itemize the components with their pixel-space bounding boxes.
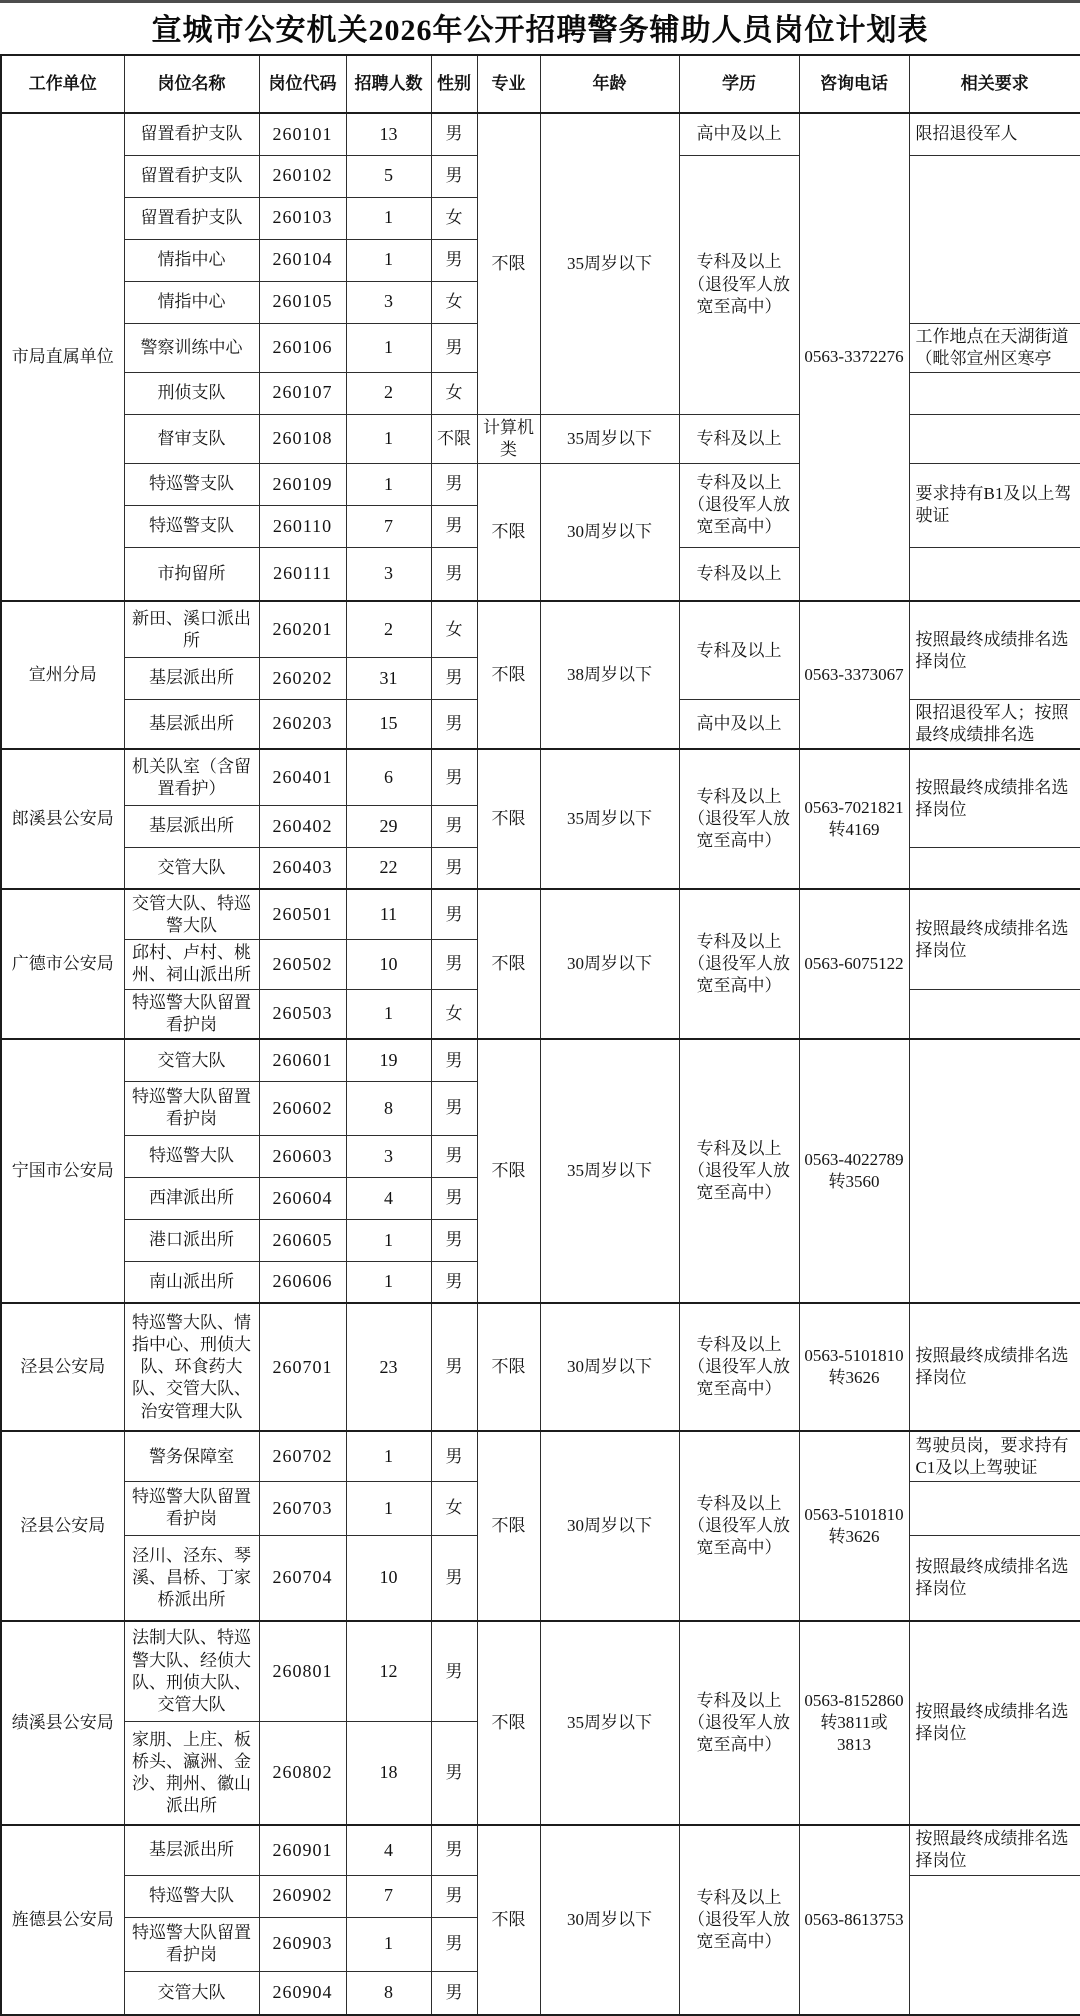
cell-position: 情指中心 bbox=[124, 239, 259, 281]
cell-gender: 女 bbox=[431, 989, 477, 1039]
cell-count: 15 bbox=[346, 699, 431, 749]
cell-code: 260108 bbox=[259, 414, 346, 463]
cell-gender: 男 bbox=[431, 847, 477, 889]
cell-count: 7 bbox=[346, 1875, 431, 1917]
cell-count: 23 bbox=[346, 1303, 431, 1431]
cell-position: 西津派出所 bbox=[124, 1177, 259, 1219]
cell-position: 南山派出所 bbox=[124, 1261, 259, 1303]
col-header-education: 学历 bbox=[679, 55, 799, 113]
cell-gender: 男 bbox=[431, 1875, 477, 1917]
cell-position: 基层派出所 bbox=[124, 1825, 259, 1875]
cell-position: 情指中心 bbox=[124, 281, 259, 323]
cell-gender: 男 bbox=[431, 749, 477, 805]
cell-education: 专科及以上 bbox=[679, 547, 799, 601]
cell-count: 1 bbox=[346, 197, 431, 239]
cell-position: 基层派出所 bbox=[124, 699, 259, 749]
cell-education: 专科及以上 bbox=[679, 601, 799, 699]
cell-requirement: 按照最终成绩排名选择岗位 bbox=[909, 749, 1080, 847]
cell-major: 不限 bbox=[477, 463, 540, 601]
cell-code: 260701 bbox=[259, 1303, 346, 1431]
cell-position: 新田、溪口派出所 bbox=[124, 601, 259, 657]
page-title: 宣城市公安机关2026年公开招聘警务辅助人员岗位计划表 bbox=[151, 14, 929, 47]
cell-count: 29 bbox=[346, 805, 431, 847]
cell-gender: 男 bbox=[431, 239, 477, 281]
cell-count: 1 bbox=[346, 414, 431, 463]
cell-gender: 男 bbox=[431, 1917, 477, 1971]
cell-position: 刑侦支队 bbox=[124, 372, 259, 414]
recruitment-table bbox=[0, 54, 1080, 2016]
cell-gender: 男 bbox=[431, 1039, 477, 1081]
cell-count: 12 bbox=[346, 1621, 431, 1721]
cell-phone: 0563-5101810转3626 bbox=[799, 1303, 909, 1431]
cell-code: 260606 bbox=[259, 1261, 346, 1303]
cell-gender: 男 bbox=[431, 1177, 477, 1219]
cell-position: 港口派出所 bbox=[124, 1219, 259, 1261]
cell-gender: 女 bbox=[431, 601, 477, 657]
cell-position: 交管大队 bbox=[124, 1971, 259, 2015]
cell-age: 35周岁以下 bbox=[540, 1621, 679, 1825]
cell-count: 6 bbox=[346, 749, 431, 805]
cell-age: 35周岁以下 bbox=[540, 113, 679, 414]
cell-position: 特巡警大队 bbox=[124, 1875, 259, 1917]
cell-position: 特巡警大队留置看护岗 bbox=[124, 1481, 259, 1535]
cell-phone: 0563-3372276 bbox=[799, 113, 909, 601]
cell-requirement bbox=[909, 155, 1080, 323]
cell-education: 专科及以上（退役军人放宽至高中） bbox=[679, 1039, 799, 1303]
cell-count: 10 bbox=[346, 939, 431, 989]
cell-age: 38周岁以下 bbox=[540, 601, 679, 749]
cell-phone: 0563-4022789转3560 bbox=[799, 1039, 909, 1303]
cell-requirement: 按照最终成绩排名选择岗位 bbox=[909, 1825, 1080, 1875]
cell-gender: 男 bbox=[431, 1721, 477, 1825]
cell-requirement: 按照最终成绩排名选择岗位 bbox=[909, 889, 1080, 989]
cell-count: 1 bbox=[346, 1261, 431, 1303]
cell-position: 邱村、卢村、桃州、祠山派出所 bbox=[124, 939, 259, 989]
cell-phone: 0563-5101810转3626 bbox=[799, 1431, 909, 1621]
cell-position: 特巡警大队、情指中心、刑侦大队、环食药大队、交管大队、治安管理大队 bbox=[124, 1303, 259, 1431]
col-header-age: 年龄 bbox=[540, 55, 679, 113]
cell-gender: 男 bbox=[431, 1621, 477, 1721]
cell-code: 260106 bbox=[259, 323, 346, 372]
cell-position: 特巡警大队留置看护岗 bbox=[124, 1917, 259, 1971]
cell-gender: 男 bbox=[431, 657, 477, 699]
cell-count: 3 bbox=[346, 547, 431, 601]
cell-education: 高中及以上 bbox=[679, 699, 799, 749]
cell-gender: 男 bbox=[431, 155, 477, 197]
col-header-requirement: 相关要求 bbox=[909, 55, 1080, 113]
cell-code: 260202 bbox=[259, 657, 346, 699]
cell-age: 35周岁以下 bbox=[540, 1039, 679, 1303]
cell-requirement: 工作地点在天湖街道（毗邻宣州区寒亭 bbox=[909, 323, 1080, 372]
cell-major: 不限 bbox=[477, 601, 540, 749]
cell-position: 市拘留所 bbox=[124, 547, 259, 601]
cell-age: 30周岁以下 bbox=[540, 463, 679, 601]
table-row bbox=[1, 1431, 1080, 1481]
cell-count: 1 bbox=[346, 1431, 431, 1481]
cell-code: 260901 bbox=[259, 1825, 346, 1875]
cell-age: 30周岁以下 bbox=[540, 1431, 679, 1621]
cell-unit: 广德市公安局 bbox=[1, 889, 124, 1039]
cell-code: 260605 bbox=[259, 1219, 346, 1261]
cell-gender: 男 bbox=[431, 1261, 477, 1303]
cell-requirement: 按照最终成绩排名选择岗位 bbox=[909, 601, 1080, 699]
cell-position: 特巡警大队留置看护岗 bbox=[124, 989, 259, 1039]
cell-gender: 男 bbox=[431, 505, 477, 547]
cell-code: 260903 bbox=[259, 1917, 346, 1971]
cell-requirement: 按照最终成绩排名选择岗位 bbox=[909, 1303, 1080, 1431]
cell-code: 260201 bbox=[259, 601, 346, 657]
cell-position: 基层派出所 bbox=[124, 805, 259, 847]
cell-code: 260702 bbox=[259, 1431, 346, 1481]
cell-requirement bbox=[909, 989, 1080, 1039]
cell-count: 31 bbox=[346, 657, 431, 699]
cell-requirement: 限招退役军人 bbox=[909, 113, 1080, 155]
cell-gender: 男 bbox=[431, 463, 477, 505]
cell-phone: 0563-6075122 bbox=[799, 889, 909, 1039]
cell-major: 计算机类 bbox=[477, 414, 540, 463]
cell-code: 260101 bbox=[259, 113, 346, 155]
cell-position: 特巡警大队留置看护岗 bbox=[124, 1081, 259, 1135]
cell-unit: 泾县公安局 bbox=[1, 1431, 124, 1621]
cell-count: 10 bbox=[346, 1535, 431, 1621]
cell-count: 1 bbox=[346, 1481, 431, 1535]
table-row bbox=[1, 1303, 1080, 1431]
cell-count: 13 bbox=[346, 113, 431, 155]
cell-code: 260103 bbox=[259, 197, 346, 239]
cell-unit: 市局直属单位 bbox=[1, 113, 124, 601]
cell-code: 260111 bbox=[259, 547, 346, 601]
cell-position: 督审支队 bbox=[124, 414, 259, 463]
cell-position: 交管大队 bbox=[124, 847, 259, 889]
cell-code: 260904 bbox=[259, 1971, 346, 2015]
col-header-major: 专业 bbox=[477, 55, 540, 113]
cell-code: 260105 bbox=[259, 281, 346, 323]
cell-gender: 男 bbox=[431, 1971, 477, 2015]
cell-gender: 男 bbox=[431, 1431, 477, 1481]
cell-requirement: 按照最终成绩排名选择岗位 bbox=[909, 1621, 1080, 1825]
cell-count: 1 bbox=[346, 989, 431, 1039]
cell-position: 法制大队、特巡警大队、经侦大队、刑侦大队、交管大队 bbox=[124, 1621, 259, 1721]
cell-gender: 男 bbox=[431, 699, 477, 749]
cell-count: 1 bbox=[346, 1219, 431, 1261]
cell-major: 不限 bbox=[477, 1621, 540, 1825]
col-header-phone: 咨询电话 bbox=[799, 55, 909, 113]
cell-requirement: 按照最终成绩排名选择岗位 bbox=[909, 1535, 1080, 1621]
cell-count: 22 bbox=[346, 847, 431, 889]
cell-count: 11 bbox=[346, 889, 431, 939]
cell-count: 3 bbox=[346, 1135, 431, 1177]
cell-count: 4 bbox=[346, 1177, 431, 1219]
cell-code: 260604 bbox=[259, 1177, 346, 1219]
cell-education: 专科及以上（退役军人放宽至高中） bbox=[679, 749, 799, 889]
cell-code: 260503 bbox=[259, 989, 346, 1039]
cell-count: 18 bbox=[346, 1721, 431, 1825]
cell-count: 1 bbox=[346, 239, 431, 281]
cell-gender: 男 bbox=[431, 1535, 477, 1621]
cell-requirement: 要求持有B1及以上驾驶证 bbox=[909, 463, 1080, 547]
cell-requirement bbox=[909, 1875, 1080, 2015]
cell-count: 8 bbox=[346, 1971, 431, 2015]
cell-position: 基层派出所 bbox=[124, 657, 259, 699]
cell-phone: 0563-8613753 bbox=[799, 1825, 909, 2015]
cell-position: 家朋、上庄、板桥头、瀛洲、金沙、荆州、徽山派出所 bbox=[124, 1721, 259, 1825]
cell-gender: 男 bbox=[431, 1081, 477, 1135]
cell-education: 专科及以上（退役军人放宽至高中） bbox=[679, 1825, 799, 2015]
cell-count: 1 bbox=[346, 1917, 431, 1971]
cell-position: 泾川、泾东、琴溪、昌桥、丁家桥派出所 bbox=[124, 1535, 259, 1621]
cell-code: 260107 bbox=[259, 372, 346, 414]
cell-code: 260802 bbox=[259, 1721, 346, 1825]
cell-position: 留置看护支队 bbox=[124, 113, 259, 155]
cell-count: 8 bbox=[346, 1081, 431, 1135]
cell-position: 特巡警支队 bbox=[124, 505, 259, 547]
cell-position: 警务保障室 bbox=[124, 1431, 259, 1481]
cell-code: 260403 bbox=[259, 847, 346, 889]
table-row bbox=[1, 1039, 1080, 1081]
cell-education: 专科及以上（退役军人放宽至高中） bbox=[679, 1303, 799, 1431]
cell-count: 1 bbox=[346, 463, 431, 505]
table-row bbox=[1, 601, 1080, 657]
cell-gender: 女 bbox=[431, 372, 477, 414]
cell-code: 260601 bbox=[259, 1039, 346, 1081]
cell-gender: 男 bbox=[431, 113, 477, 155]
cell-position: 留置看护支队 bbox=[124, 197, 259, 239]
cell-gender: 男 bbox=[431, 939, 477, 989]
table-row bbox=[1, 1621, 1080, 1721]
cell-education: 专科及以上（退役军人放宽至高中） bbox=[679, 155, 799, 414]
cell-gender: 男 bbox=[431, 323, 477, 372]
table-row bbox=[1, 414, 1080, 463]
table-row bbox=[1, 113, 1080, 155]
cell-gender: 女 bbox=[431, 281, 477, 323]
col-header-code: 岗位代码 bbox=[259, 55, 346, 113]
cell-gender: 不限 bbox=[431, 414, 477, 463]
cell-major: 不限 bbox=[477, 1303, 540, 1431]
cell-code: 260109 bbox=[259, 463, 346, 505]
cell-education: 专科及以上（退役军人放宽至高中） bbox=[679, 463, 799, 547]
cell-requirement bbox=[909, 1039, 1080, 1303]
cell-count: 1 bbox=[346, 323, 431, 372]
cell-requirement bbox=[909, 1481, 1080, 1535]
cell-code: 260501 bbox=[259, 889, 346, 939]
cell-major: 不限 bbox=[477, 1039, 540, 1303]
cell-requirement bbox=[909, 847, 1080, 889]
col-header-position: 岗位名称 bbox=[124, 55, 259, 113]
cell-code: 260703 bbox=[259, 1481, 346, 1535]
cell-count: 3 bbox=[346, 281, 431, 323]
cell-phone: 0563-8152860转3811或3813 bbox=[799, 1621, 909, 1825]
cell-position: 特巡警支队 bbox=[124, 463, 259, 505]
cell-gender: 女 bbox=[431, 1481, 477, 1535]
cell-gender: 男 bbox=[431, 889, 477, 939]
cell-code: 260203 bbox=[259, 699, 346, 749]
cell-education: 专科及以上 bbox=[679, 414, 799, 463]
cell-gender: 男 bbox=[431, 1825, 477, 1875]
cell-code: 260502 bbox=[259, 939, 346, 989]
cell-gender: 男 bbox=[431, 1303, 477, 1431]
cell-code: 260902 bbox=[259, 1875, 346, 1917]
cell-major: 不限 bbox=[477, 113, 540, 414]
cell-count: 5 bbox=[346, 155, 431, 197]
table-row bbox=[1, 463, 1080, 505]
cell-requirement bbox=[909, 414, 1080, 463]
cell-code: 260110 bbox=[259, 505, 346, 547]
cell-major: 不限 bbox=[477, 749, 540, 889]
cell-code: 260402 bbox=[259, 805, 346, 847]
cell-position: 交管大队 bbox=[124, 1039, 259, 1081]
cell-phone: 0563-7021821转4169 bbox=[799, 749, 909, 889]
cell-unit: 泾县公安局 bbox=[1, 1303, 124, 1431]
cell-phone: 0563-3373067 bbox=[799, 601, 909, 749]
cell-position: 交管大队、特巡警大队 bbox=[124, 889, 259, 939]
cell-gender: 男 bbox=[431, 805, 477, 847]
cell-requirement bbox=[909, 372, 1080, 414]
cell-age: 30周岁以下 bbox=[540, 889, 679, 1039]
cell-age: 30周岁以下 bbox=[540, 1825, 679, 2015]
cell-position: 警察训练中心 bbox=[124, 323, 259, 372]
cell-count: 4 bbox=[346, 1825, 431, 1875]
cell-unit: 旌德县公安局 bbox=[1, 1825, 124, 2015]
cell-unit: 郎溪县公安局 bbox=[1, 749, 124, 889]
cell-count: 2 bbox=[346, 601, 431, 657]
table-row bbox=[1, 749, 1080, 805]
cell-count: 19 bbox=[346, 1039, 431, 1081]
table-row bbox=[1, 889, 1080, 939]
cell-major: 不限 bbox=[477, 889, 540, 1039]
cell-code: 260603 bbox=[259, 1135, 346, 1177]
cell-gender: 男 bbox=[431, 547, 477, 601]
cell-unit: 宣州分局 bbox=[1, 601, 124, 749]
cell-education: 高中及以上 bbox=[679, 113, 799, 155]
cell-code: 260104 bbox=[259, 239, 346, 281]
cell-code: 260801 bbox=[259, 1621, 346, 1721]
cell-code: 260602 bbox=[259, 1081, 346, 1135]
cell-position: 机关队室（含留置看护） bbox=[124, 749, 259, 805]
cell-gender: 男 bbox=[431, 1135, 477, 1177]
cell-position: 特巡警大队 bbox=[124, 1135, 259, 1177]
cell-education: 专科及以上（退役军人放宽至高中） bbox=[679, 889, 799, 1039]
cell-education: 专科及以上（退役军人放宽至高中） bbox=[679, 1621, 799, 1825]
cell-requirement: 限招退役军人；按照最终成绩排名选 bbox=[909, 699, 1080, 749]
cell-count: 2 bbox=[346, 372, 431, 414]
cell-code: 260704 bbox=[259, 1535, 346, 1621]
header-row bbox=[1, 55, 1080, 113]
cell-count: 7 bbox=[346, 505, 431, 547]
cell-major: 不限 bbox=[477, 1825, 540, 2015]
cell-gender: 男 bbox=[431, 1219, 477, 1261]
col-header-gender: 性别 bbox=[431, 55, 477, 113]
cell-gender: 女 bbox=[431, 197, 477, 239]
cell-code: 260401 bbox=[259, 749, 346, 805]
cell-code: 260102 bbox=[259, 155, 346, 197]
col-header-count: 招聘人数 bbox=[346, 55, 431, 113]
cell-age: 35周岁以下 bbox=[540, 749, 679, 889]
cell-age: 30周岁以下 bbox=[540, 1303, 679, 1431]
col-header-unit: 工作单位 bbox=[1, 55, 124, 113]
cell-requirement bbox=[909, 547, 1080, 601]
cell-position: 留置看护支队 bbox=[124, 155, 259, 197]
cell-major: 不限 bbox=[477, 1431, 540, 1621]
table-row bbox=[1, 1825, 1080, 1875]
cell-unit: 绩溪县公安局 bbox=[1, 1621, 124, 1825]
cell-age: 35周岁以下 bbox=[540, 414, 679, 463]
cell-unit: 宁国市公安局 bbox=[1, 1039, 124, 1303]
cell-education: 专科及以上（退役军人放宽至高中） bbox=[679, 1431, 799, 1621]
cell-requirement: 驾驶员岗，要求持有C1及以上驾驶证 bbox=[909, 1431, 1080, 1481]
